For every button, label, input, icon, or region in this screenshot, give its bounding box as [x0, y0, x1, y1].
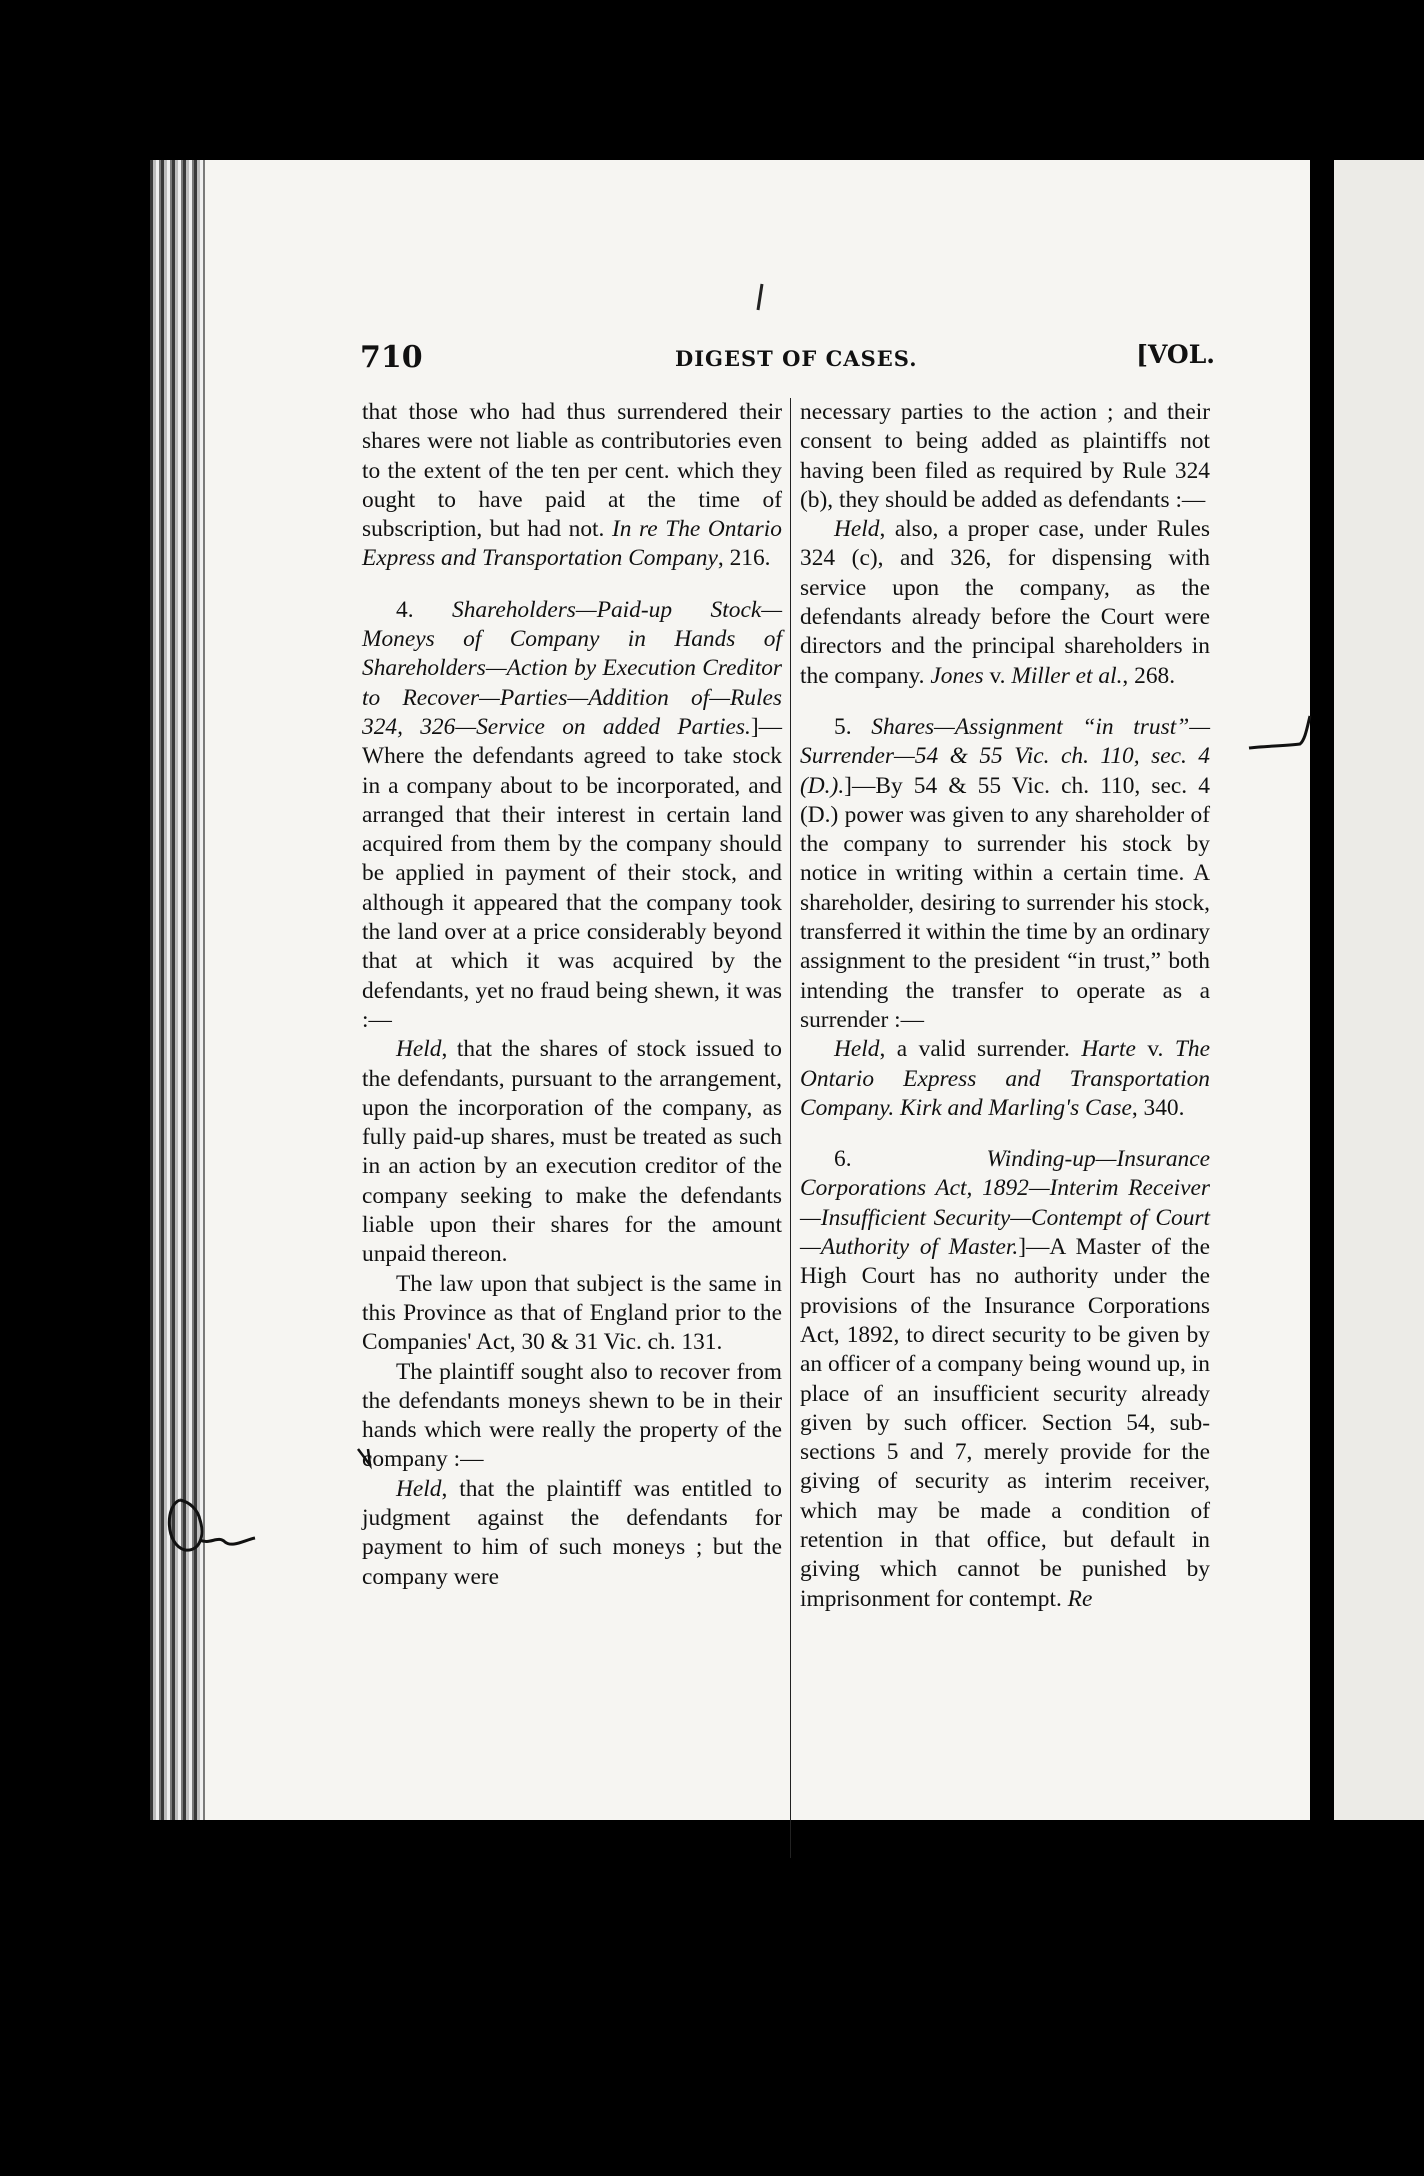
case-entry-6: 6. Winding-up—Insurance Corporations Act, 1892—Interim Receiver—Insufficient Security—Contempt of Court—Authority of Master.]—A Master of the High Court has no authority under the provisions of the Insurance Corporations Act, 1892, to direct security to be given by an officer of a company being wound up, in place of an insufficient security already given by such officer. Section 54, sub-sections 5 and 7, merely provide for the giving of security as interim receiver, which may be made a condition of retention in that office, but default in giving which cannot be punished by imprisonment for contempt. Re — [800, 1146, 1210, 1612]
book-spine — [150, 160, 210, 1820]
handwritten-margin-mark — [160, 1490, 260, 1570]
paragraph-left-1: that those who had thus surrendered their shares were not liable as contributories even to the extent of the ten per cent. which they ought to have paid at the time of subscription, but had not. In re The Ontario Express and Transportation Company, 216. — [362, 399, 782, 572]
paragraph-held-also: Held, also, a proper case, under Rules 324 (c), and 326, for dispensing with service upon the company, as the defendants already before the Court were directors and the principal shareholders in the company. Jones v. Miller et al., 268. — [800, 516, 1210, 689]
paragraph-right-1: necessary parties to the action ; and their consent to being added as plaintiffs not having been filed as required by Rule 324 (b), they should be added as defendants :— — [800, 399, 1210, 513]
column-rule — [790, 398, 791, 1858]
paragraph-held-4a: Held, that the shares of stock issued to the defendants, pursuant to the arrangement, upon the incorporation of the company, as fully paid-up shares, must be treated as such in an action by an execution creditor of the company seeking to make the defendants liable upon their shares for the amount unpaid thereon. — [362, 1036, 782, 1268]
handwritten-check-mark — [1245, 710, 1315, 760]
volume-label: [VOL. — [1136, 340, 1215, 369]
handwritten-scribble-top — [740, 280, 780, 320]
right-column — [800, 398, 1210, 1614]
paragraph-law: The law upon that subject is the same in this Province as that of England prior to the Companies' Act, 30 & 31 Vic. ch. 131. — [362, 1270, 782, 1356]
page-number: 710 — [360, 340, 423, 375]
running-title: DIGEST OF CASES. — [675, 346, 918, 371]
paragraph-plaintiff: The plaintiff sought also to recover from the defendants moneys shewn to be in their hands which were really the property of the company :— — [362, 1358, 782, 1473]
case-entry-4: 4. Shareholders—Paid-up Stock—Moneys of Company in Hands of Shareholders—Action by Execution Creditor to Recover—Parties—Addition of—Rules 324, 326—Service on added Parties.]—Where the defendants agreed to take stock in a company about to be incorporated, and arranged that their interest in certain land acquired from them by the company should be applied in payment of their stock, and although it appeared that the company took the land over at a price considerably beyond that at which it was acquired by the defendants, yet no fraud being shewn, it was :— — [362, 596, 782, 1033]
paragraph-held-5: Held, a valid surrender. Harte v. The Ontario Express and Transportation Company. Kirk and Marling's Case, 340. — [800, 1036, 1210, 1121]
page-header — [360, 340, 1215, 380]
left-column — [362, 398, 782, 1592]
case-entry-5: 5. Shares—Assignment “in trust”—Surrender—54 & 55 Vic. ch. 110, sec. 4 (D.).]—By 54 & 55 Vic. ch. 110, sec. 4 (D.) power was given to any shareholder of the company to surrender his stock by notice in writing within a certain time. A shareholder, desiring to surrender his stock, transferred it within the time by an ordinary assignment to the president “in trust,” both intending the transfer to operate as a surrender :— — [800, 713, 1211, 1033]
facing-page-edge — [1334, 160, 1424, 1820]
paragraph-held-4b: Held, that the plaintiff was entitled to judgment against the defendants for payment to him of such moneys ; but the company were — [362, 1475, 782, 1590]
